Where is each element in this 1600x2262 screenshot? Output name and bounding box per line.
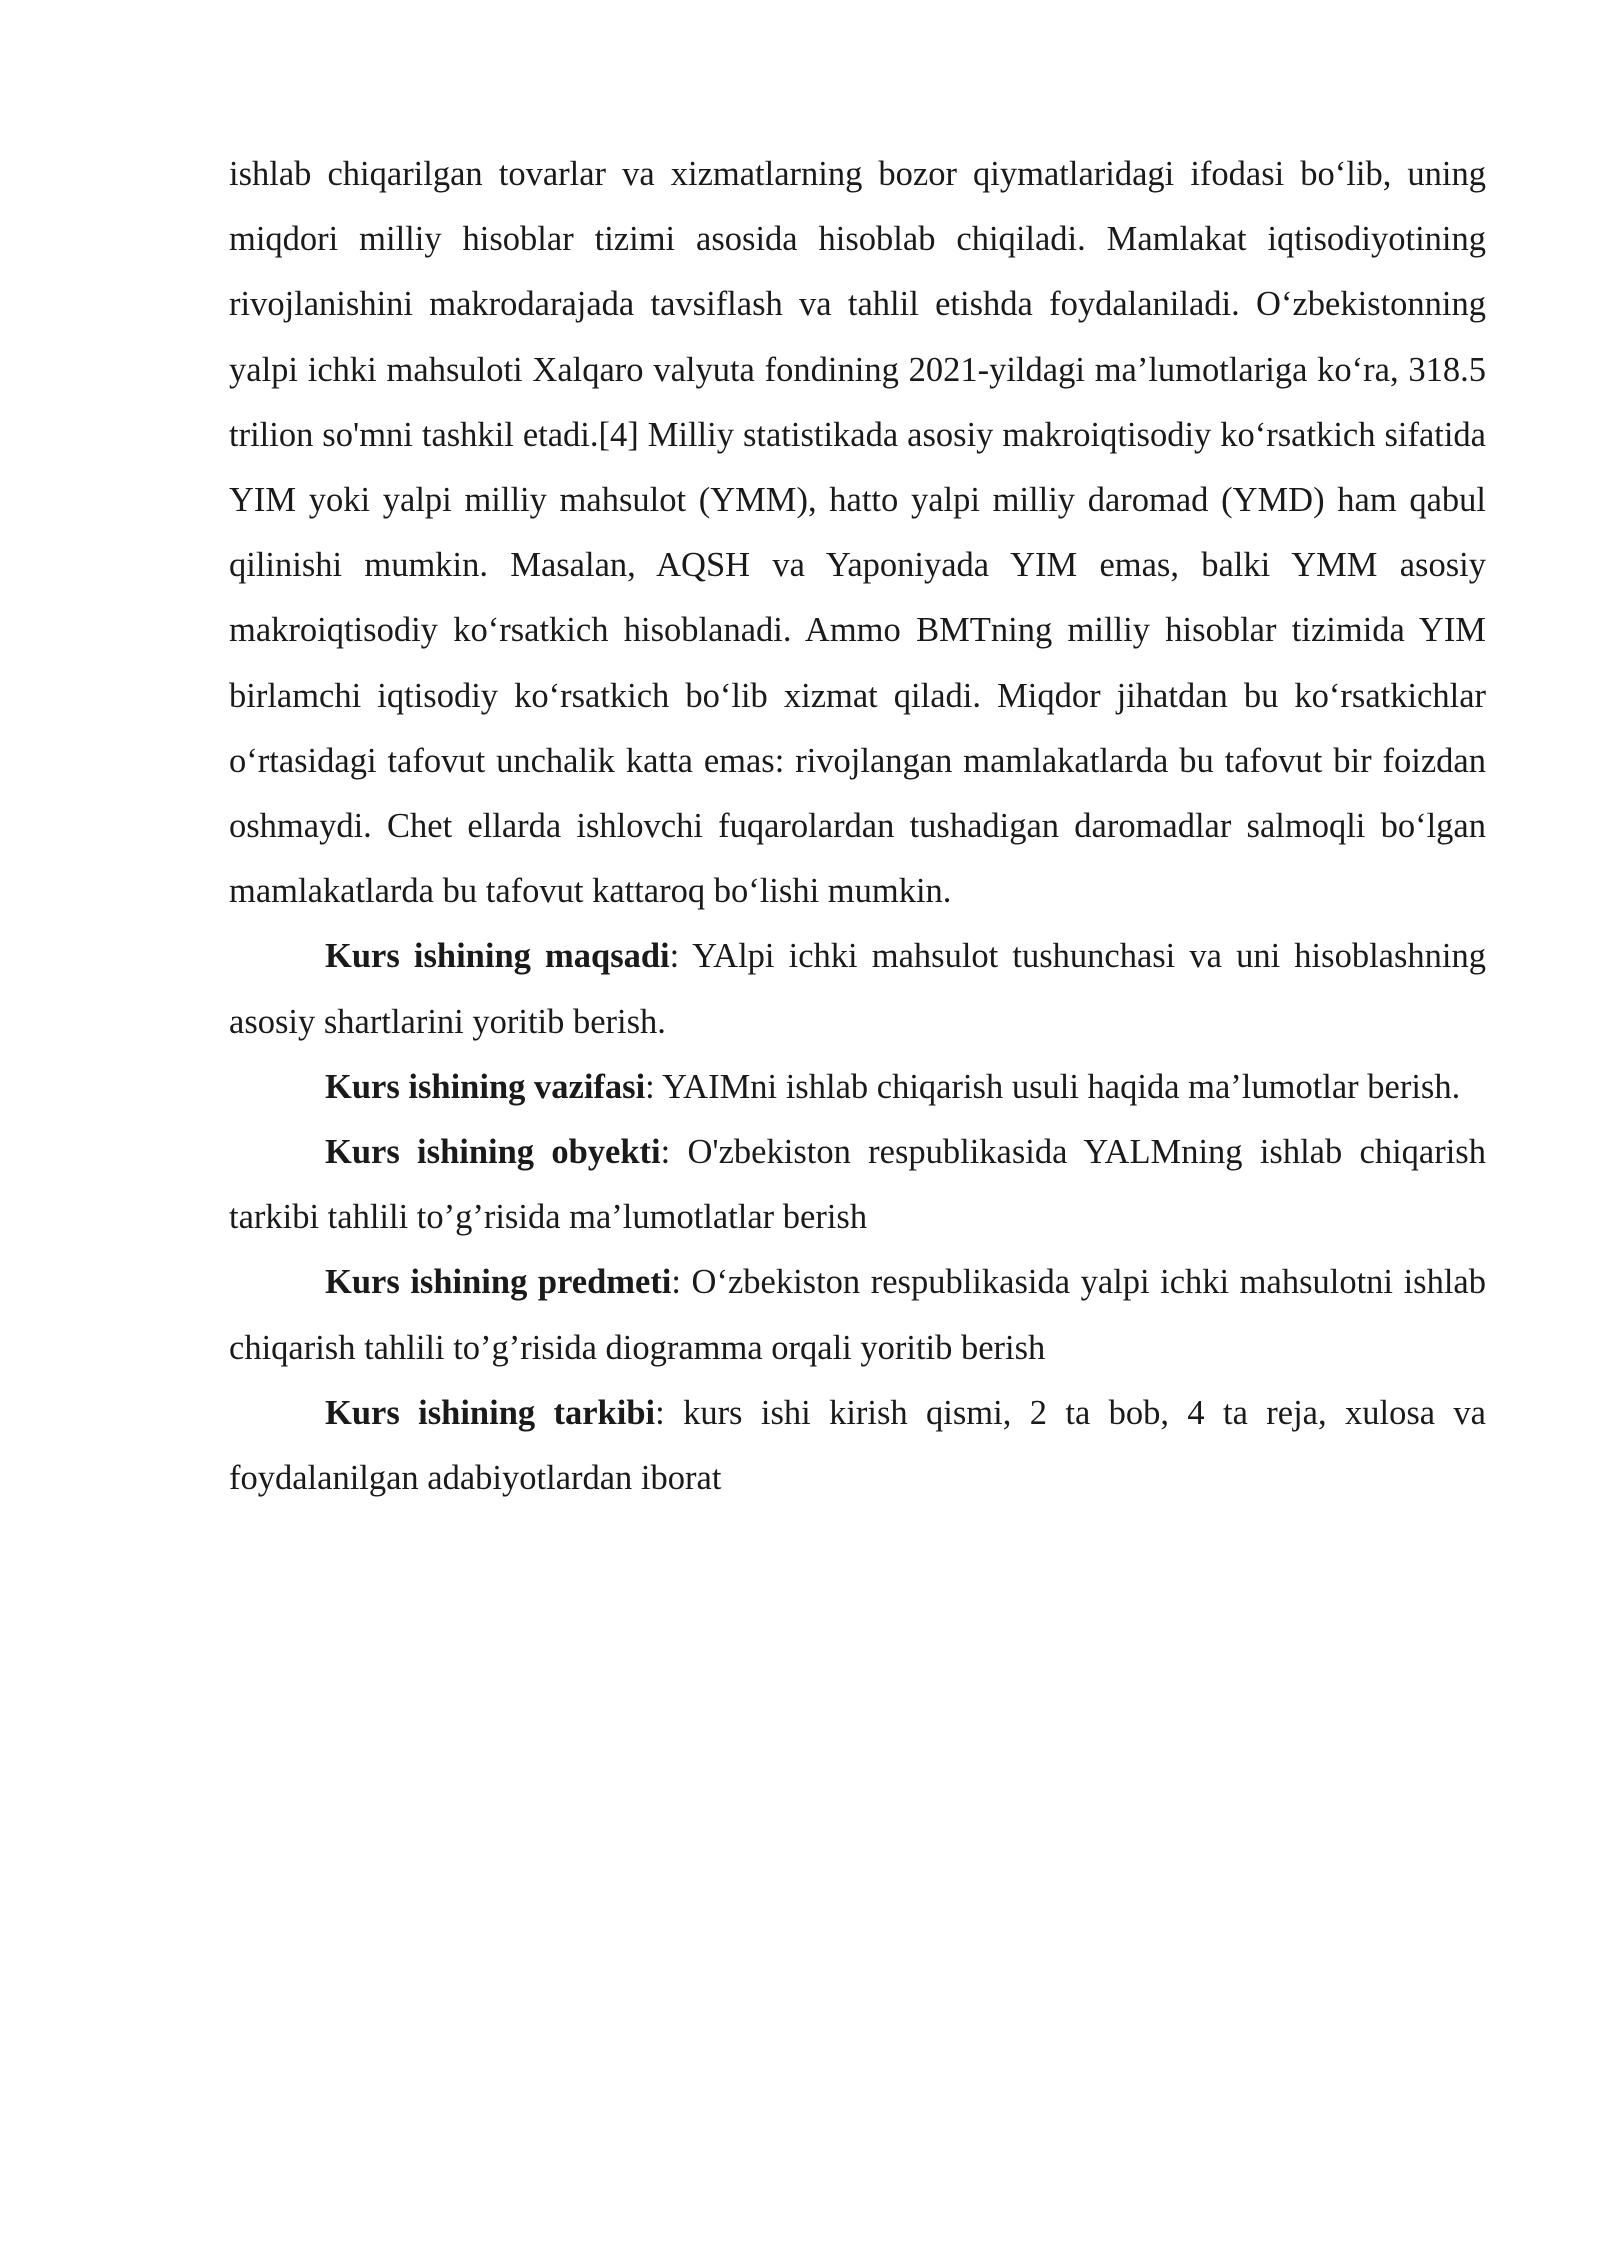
intro-paragraph: ishlab chiqarilgan tovarlar va xizmatlarning bozor qiymatlaridagi ifodasi bo‘lib, uning miqdori milliy hisoblar tizimi asosida hisoblab chiqiladi. Mamlakat iqtisodiyotining rivojlanishini makrodarajada tavsiflash va tahlil etishda foydalaniladi. O‘zbekistonning yalpi ichki mahsuloti Xalqaro valyuta fondining 2021-yildagi ma’lumotlariga ko‘ra, 318.5 trilion so'mni tashkil etadi.[4] Milliy statistikada asosiy makroiqtisodiy ko‘rsatkich sifatida YIM yoki yalpi milliy mahsulot (YMM), hatto yalpi milliy daromad (YMD) ham qabul qilinishi mumkin. Masalan, AQSH va Yaponiyada YIM emas, balki YMM asosiy makroiqtisodiy ko‘rsatkich hisoblanadi. Ammo BMTning milliy hisoblar tizimida YIM birlamchi iqtisodiy ko‘rsatkich bo‘lib xizmat qiladi. Miqdor jihatdan bu ko‘rsatkichlar o‘rtasidagi tafovut unchalik katta emas: rivojlangan mamlakatlarda bu tafovut bir foizdan oshmaydi. Chet ellarda ishlovchi fuqarolardan tushadigan daromadlar salmoqli bo‘lgan mamlakatlarda bu tafovut kattaroq bo‘lishi mumkin. — [229, 155, 1486, 911]
section-text: : O'zbekiston respublikasida YALMning ishlab chiqarish tarkibi tahlili to’g’risida ma’lumotlatlar berish — [229, 1133, 1486, 1237]
section-text: : O‘zbekiston respublikasida yalpi ichki mahsulotni ishlab chiqarish tahlili to’g’risida diogramma orqali yoritib berish — [229, 1263, 1486, 1367]
section-tarkibi — [229, 1381, 1486, 1511]
section-vazifasi — [229, 1055, 1486, 1120]
section-maqsadi — [229, 924, 1486, 1054]
section-obyekti — [229, 1120, 1486, 1250]
section-text: : YAIMni ishlab chiqarish usuli haqida ma’lumotlar berish. — [645, 1067, 1461, 1106]
section-label: Kurs ishining tarkibi — [325, 1393, 656, 1432]
section-text: : YAlpi ichki mahsulot tushunchasi va uni hisoblashning asosiy shartlarini yoritib berish. — [229, 937, 1486, 1041]
section-text: : kurs ishi kirish qismi, 2 ta bob, 4 ta reja, xulosa va foydalanilgan adabiyotlardan iborat — [229, 1393, 1486, 1498]
section-label: Kurs ishining predmeti — [325, 1263, 672, 1302]
section-label: Kurs ishining obyekti — [325, 1133, 661, 1172]
document-body — [229, 142, 1486, 1511]
section-label: Kurs ishining maqsadi — [325, 937, 670, 976]
section-predmeti — [229, 1250, 1486, 1380]
section-label: Kurs ishining vazifasi — [325, 1067, 646, 1106]
